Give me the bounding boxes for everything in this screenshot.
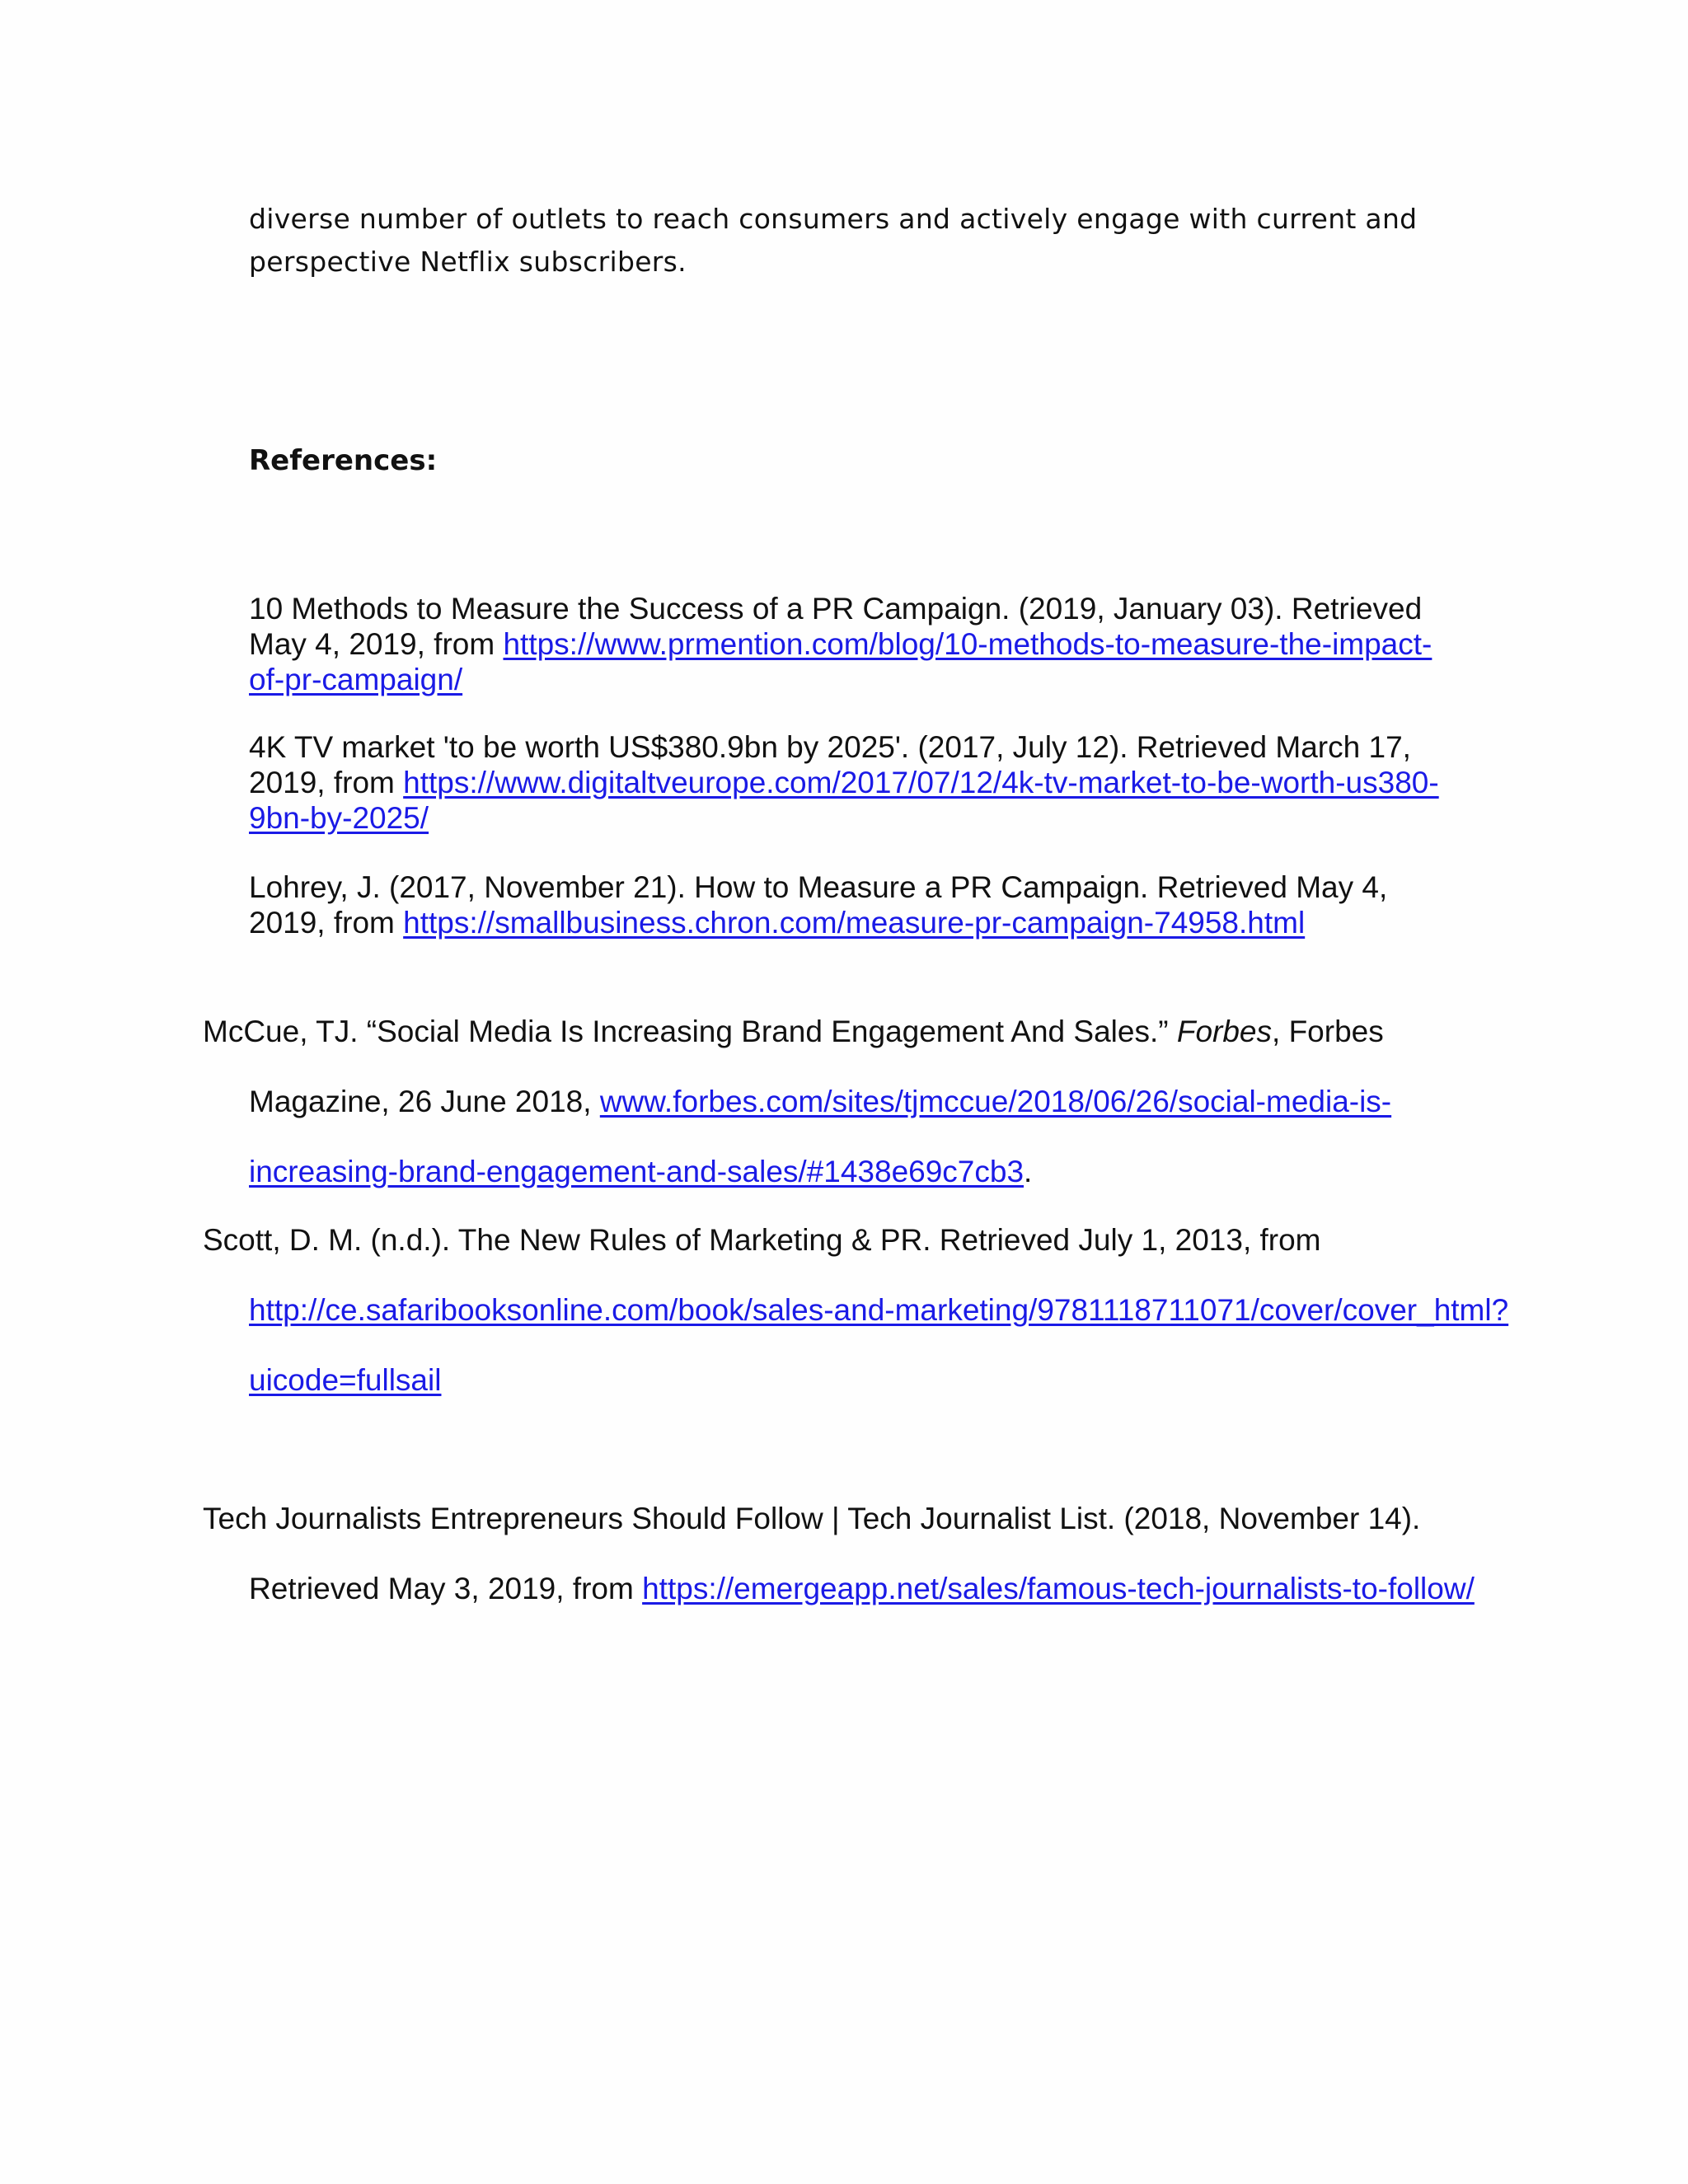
reference-link[interactable]: https://www.prmention.com/blog/10-methods-to-measure-the-impact-of-pr-campaign/ [249,627,1432,696]
reference-entry [203,1483,1518,1624]
reference-link[interactable]: http://ce.safaribooksonline.com/book/sales-and-marketing/9781118711071/cover/cover_html?uicode=fullsail [249,1293,1509,1397]
reference-text: , Forbes Magazine, 26 June 2018, [249,1015,1384,1118]
reference-text: 10 Methods to Measure the Success of a PR Campaign. (2019, January 03). Retrieved May 4, 2019, from [249,592,1423,661]
reference-text: Scott, D. M. (n.d.). The New Rules of Marketing & PR. Retrieved July 1, 2013, from [203,1223,1321,1257]
intro-paragraph [249,198,1444,284]
reference-link[interactable]: https://emergeapp.net/sales/famous-tech-journalists-to-follow/ [642,1572,1475,1605]
reference-link[interactable]: www.forbes.com/sites/tjmccue/2018/06/26/social-media-is-increasing-brand-engagement-and-sales/#1438e69c7cb3 [249,1085,1392,1188]
reference-entry [249,729,1444,836]
reference-entry [249,869,1444,940]
intro-line-1: diverse number of outlets to reach consumers and actively engage with current and [249,203,1418,235]
reference-entry [203,996,1518,1207]
reference-text: Tech Journalists Entrepreneurs Should Follow | Tech Journalist List. (2018, November 14). Retrieved May 3, 2019, from [203,1502,1421,1605]
reference-trailing: . [1024,1155,1033,1188]
reference-text: McCue, TJ. “Social Media Is Increasing Brand Engagement And Sales.” [203,1015,1177,1048]
reference-entry [249,591,1444,697]
reference-text: Lohrey, J. (2017, November 21). How to Measure a PR Campaign. Retrieved May 4, 2019, from [249,870,1388,940]
reference-text: 4K TV market 'to be worth US$380.9bn by 2025'. (2017, July 12). Retrieved March 17, 2019, from [249,730,1411,799]
reference-entry [203,1205,1518,1415]
intro-line-2: perspective Netflix subscribers. [249,246,687,278]
reference-link[interactable]: https://smallbusiness.chron.com/measure-pr-campaign-74958.html [403,906,1306,940]
reference-italic-source: Forbes [1176,1015,1273,1048]
references-heading: References: [249,444,438,477]
reference-link[interactable]: https://www.digitaltveurope.com/2017/07/12/4k-tv-market-to-be-worth-us380-9bn-by-2025/ [249,766,1439,835]
